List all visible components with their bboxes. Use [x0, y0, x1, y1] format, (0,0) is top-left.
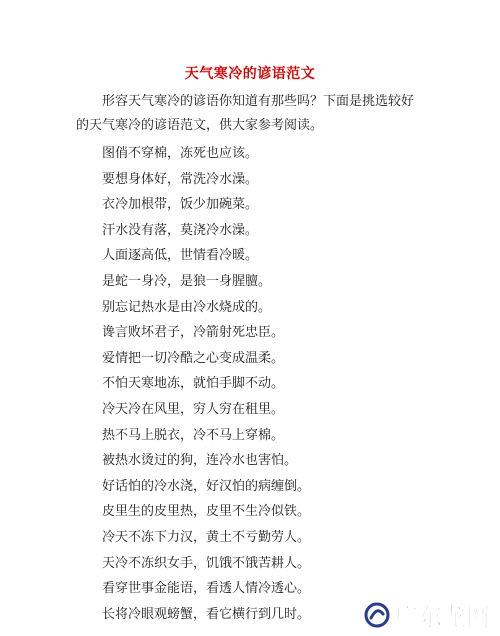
proverb-item: 皮里生的皮里热，皮里不生冷似铁。: [102, 504, 311, 520]
proverb-item: 热不马上脱衣，冷不马上穿棉。: [102, 427, 285, 443]
watermark: [364, 597, 490, 632]
proverb-item: 天冷不冻织女手，饥饿不饿苦耕人。: [102, 555, 311, 571]
watermark-text: 广东龙网: [394, 603, 490, 631]
proverb-item: 人面逐高低，世情看冷暖。: [102, 248, 259, 264]
proverb-item: 爱情把一切冷酷之心变成温柔。: [102, 350, 285, 366]
proverb-item: 看穿世事金能语，看透人情冷透心。: [102, 581, 311, 597]
proverb-item: 衣冷加根带，饭少加碗菜。: [102, 197, 259, 213]
intro-paragraph: 形容天气寒冷的谚语你知道有那些吗？下面是挑选较好的天气寒冷的谚语范文，供大家参考阅读。: [76, 94, 415, 133]
proverb-item: 长将冷眼观螃蟹，看它横行到几时。: [102, 606, 311, 622]
proverb-item: 要想身体好，常洗冷水澡。: [102, 171, 259, 187]
proverb-item: 别忘记热水是由冷水烧成的。: [102, 299, 272, 315]
proverb-item: 谗言败坏君子，冷箭射死忠臣。: [102, 325, 285, 341]
proverb-item: 不怕天寒地冻，就怕手脚不动。: [102, 376, 285, 392]
proverb-list: [102, 144, 310, 630]
proverb-item: 好话怕的冷水浇，好汉怕的病缠倒。: [102, 478, 311, 494]
proverb-item: 冷天冷在风里，穷人穷在租里。: [102, 401, 285, 417]
proverb-item: 冷天不冻下力汉，黄土不亏勤劳人。: [102, 529, 311, 545]
logo-mark-icon: [364, 602, 390, 628]
proverb-item: 是蛇一身冷，是狼一身腥膻。: [102, 273, 272, 289]
document-title: 天气寒冷的谚语范文: [184, 66, 316, 82]
proverb-item: 图俏不穿棉，冻死也应该。: [102, 146, 259, 161]
proverb-item: 汗水没有落，莫浇冷水澡。: [102, 222, 259, 238]
proverb-item: 被热水烫过的狗，连冷水也害怕。: [102, 453, 298, 469]
